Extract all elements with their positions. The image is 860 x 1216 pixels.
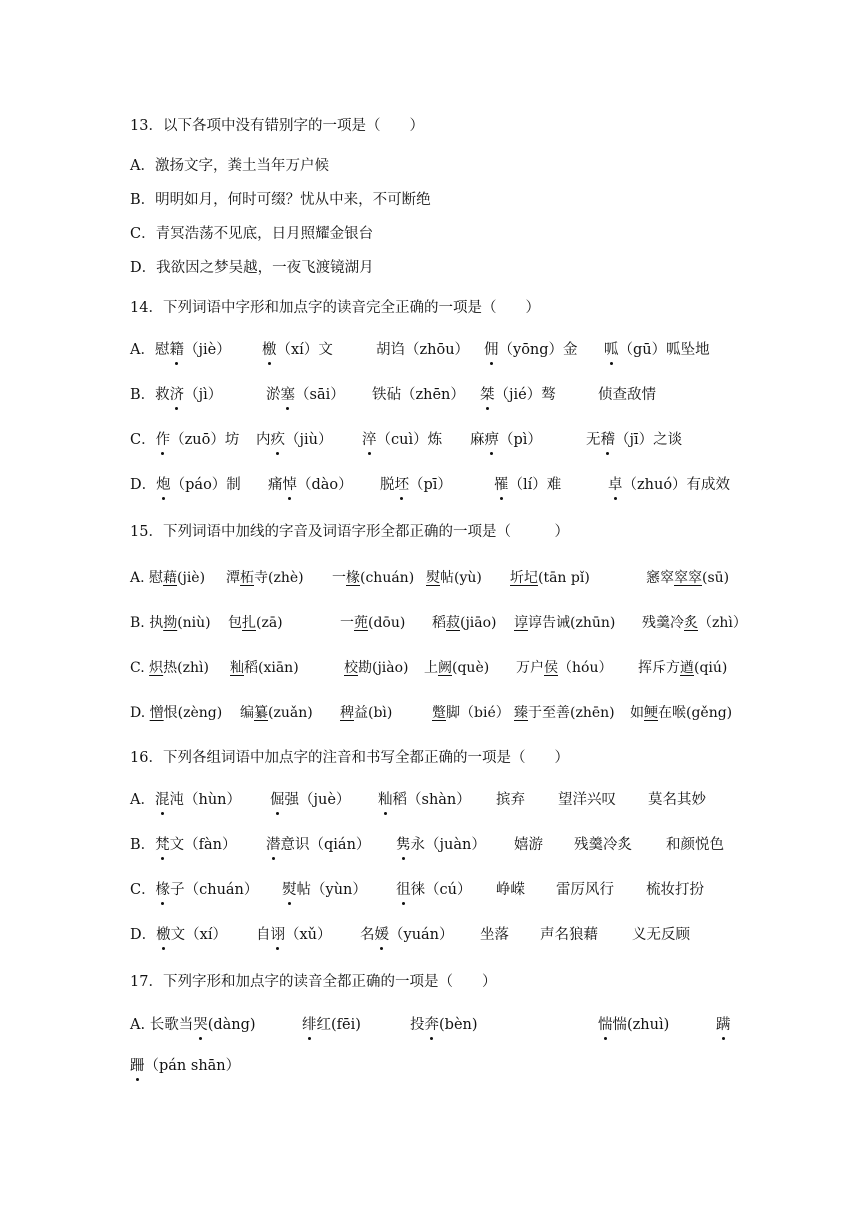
option-text: 挥斥方 bbox=[638, 660, 680, 676]
option-text: (dàng) bbox=[207, 1017, 256, 1033]
option-text: 在喉(gěng) bbox=[658, 705, 733, 721]
dotted-char: 混 bbox=[154, 792, 170, 808]
option-text: 热(zhì) bbox=[163, 660, 209, 676]
option-text: （xí）文 bbox=[276, 342, 333, 358]
dotted-char: 疚 bbox=[270, 432, 285, 448]
dotted-char: 奔 bbox=[424, 1017, 439, 1033]
underlined-char: 憎 bbox=[149, 705, 164, 721]
option-text: （zhēn） bbox=[401, 387, 465, 403]
option-text: （sāi） bbox=[295, 387, 345, 403]
dotted-char: 檄 bbox=[262, 342, 277, 358]
option-text: （yuán） bbox=[389, 927, 454, 943]
option-text: 惴(zhuì) bbox=[612, 1017, 670, 1033]
option-text: 和颜悦色 bbox=[666, 837, 724, 853]
question-16-option-d bbox=[130, 925, 800, 947]
dotted-char: 坯 bbox=[394, 477, 409, 493]
question-14-option-a bbox=[130, 340, 800, 362]
option-text: 万户 bbox=[516, 660, 544, 676]
option-text: A．慰 bbox=[130, 342, 170, 358]
underlined-char: 柘 bbox=[240, 570, 254, 586]
option-text: 义无反顾 bbox=[632, 927, 690, 943]
underlined-char: 阙 bbox=[438, 660, 452, 676]
option-text: 红(fēi) bbox=[316, 1017, 361, 1033]
option-text: （pī） bbox=[409, 477, 452, 493]
option-text: （zuō）坊 bbox=[170, 432, 240, 448]
option-text: 文（xí） bbox=[170, 927, 227, 943]
underlined-char: 侯 bbox=[544, 660, 558, 676]
option-text: (qiú) bbox=[694, 660, 728, 676]
underlined-char: 稗 bbox=[340, 705, 354, 721]
option-text: 永（juàn） bbox=[410, 837, 486, 853]
question-14-option-c bbox=[130, 430, 800, 452]
question-13-option-c: C．青冥浩荡不见底，日月照耀金银台 bbox=[130, 226, 374, 242]
dotted-char: 籼 bbox=[378, 792, 393, 808]
question-16-stem: 16．下列各组词语中加点字的注音和书写全都正确的一项是（ ） bbox=[130, 750, 569, 766]
dotted-char: 熨 bbox=[282, 882, 297, 898]
dotted-char: 塞 bbox=[280, 387, 295, 403]
option-text: （yōng）金 bbox=[498, 342, 578, 358]
option-text: （jiè） bbox=[183, 342, 231, 358]
dotted-char: 徂 bbox=[396, 882, 411, 898]
option-text: （zhuó）有成效 bbox=[622, 477, 731, 493]
option-text: 窸窣 bbox=[646, 570, 674, 586]
option-text: 如 bbox=[630, 705, 644, 721]
option-text: （cuì）炼 bbox=[376, 432, 443, 448]
option-text: 上 bbox=[424, 660, 438, 676]
option-text: D． bbox=[130, 477, 157, 493]
option-text: （gū）呱坠地 bbox=[618, 342, 710, 358]
option-text: (niù) bbox=[177, 615, 211, 631]
underlined-char: 谆 bbox=[514, 615, 528, 631]
question-15-option-c bbox=[130, 658, 800, 680]
option-text: （pán shān） bbox=[144, 1058, 241, 1074]
option-text: C． bbox=[130, 882, 156, 898]
question-15-option-d bbox=[130, 703, 800, 725]
dotted-char: 淬 bbox=[362, 432, 377, 448]
option-text: 谆告诫(zhūn) bbox=[528, 615, 616, 631]
option-text: 潭 bbox=[226, 570, 240, 586]
underlined-char: 纂 bbox=[254, 705, 268, 721]
option-text: A. 慰 bbox=[130, 570, 164, 586]
option-text: （lí）难 bbox=[508, 477, 562, 493]
underlined-char: 熨 bbox=[426, 570, 440, 586]
dotted-char: 悼 bbox=[282, 477, 297, 493]
option-text: 恨(zèng) bbox=[163, 705, 223, 721]
option-text: (jiāo) bbox=[460, 615, 497, 631]
option-text: 淤 bbox=[266, 387, 281, 403]
option-text: 痛 bbox=[268, 477, 283, 493]
underlined-char: 扎 bbox=[242, 615, 256, 631]
option-text: （hóu） bbox=[558, 660, 613, 676]
option-text: (bèn) bbox=[439, 1017, 478, 1033]
underlined-char: 臻 bbox=[514, 705, 528, 721]
question-16-option-c bbox=[130, 880, 800, 902]
option-text: A． bbox=[130, 792, 155, 808]
option-text: 梳妆打扮 bbox=[646, 882, 704, 898]
option-text: （pì） bbox=[499, 432, 542, 448]
dotted-char: 籍 bbox=[169, 342, 184, 358]
option-text: 文（fàn） bbox=[169, 837, 237, 853]
dotted-char: 佣 bbox=[484, 342, 499, 358]
option-text: （páo）制 bbox=[170, 477, 241, 493]
dotted-char: 倔 bbox=[270, 792, 285, 808]
dotted-char: 檄 bbox=[156, 927, 171, 943]
option-text: 残羹冷 bbox=[642, 615, 684, 631]
question-15-option-b bbox=[130, 613, 800, 635]
dotted-char: 作 bbox=[155, 432, 171, 448]
dotted-char: 跚 bbox=[130, 1058, 145, 1074]
option-text: 一 bbox=[332, 570, 346, 586]
option-text: (zuǎn) bbox=[268, 705, 313, 721]
option-text: （jì） bbox=[184, 387, 223, 403]
question-16-option-a bbox=[130, 790, 800, 812]
option-text: 莫名其妙 bbox=[648, 792, 706, 808]
option-text: 帖(yù) bbox=[440, 570, 482, 586]
underlined-char: 炽 bbox=[149, 660, 164, 676]
dotted-char: 桀 bbox=[480, 387, 495, 403]
question-14-stem: 14．下列词语中字形和加点字的读音完全正确的一项是（ ） bbox=[130, 300, 540, 316]
option-text: 意识（qián） bbox=[280, 837, 371, 853]
option-text: （jiù） bbox=[285, 432, 333, 448]
underlined-char: 椽 bbox=[346, 570, 360, 586]
question-15-stem: 15．下列词语中加线的字音及词语字形全都正确的一项是（ ） bbox=[130, 524, 569, 540]
question-13-option-d: D．我欲因之梦吴越，一夜飞渡镜湖月 bbox=[130, 260, 374, 276]
option-text: (dōu) bbox=[368, 615, 406, 631]
option-text: 投 bbox=[410, 1017, 425, 1033]
option-text: 侦查敌情 bbox=[598, 387, 656, 403]
option-text: 编 bbox=[240, 705, 254, 721]
option-text: (sū) bbox=[702, 570, 730, 586]
option-text: 胡诌 bbox=[376, 342, 405, 358]
option-text: C． bbox=[130, 432, 156, 448]
underlined-char: 藉 bbox=[163, 570, 178, 586]
option-text: 强（juè） bbox=[284, 792, 351, 808]
option-text: （zhì） bbox=[698, 615, 747, 631]
option-text: 沌（hùn） bbox=[169, 792, 241, 808]
dotted-char: 济 bbox=[169, 387, 185, 403]
option-text: 无 bbox=[586, 432, 601, 448]
option-text: (què) bbox=[452, 660, 490, 676]
option-text: 残羹冷炙 bbox=[574, 837, 632, 853]
option-text: 脚（bié） bbox=[446, 705, 510, 721]
dotted-char: 哭 bbox=[193, 1017, 208, 1033]
underlined-char: 校 bbox=[344, 660, 358, 676]
option-text: 铁砧 bbox=[372, 387, 401, 403]
dotted-char: 痹 bbox=[484, 432, 499, 448]
option-text: (zā) bbox=[256, 615, 283, 631]
option-text: B． bbox=[130, 837, 156, 853]
underlined-char: 圻 bbox=[510, 570, 524, 586]
option-text: 坐落 bbox=[480, 927, 509, 943]
question-13-option-b: B．明明如月，何时可缀？忧从中来，不可断绝 bbox=[130, 192, 431, 208]
underlined-char: 蹩 bbox=[432, 705, 446, 721]
dotted-char: 卓 bbox=[608, 477, 623, 493]
option-text: 寺(zhè) bbox=[254, 570, 304, 586]
option-text: 稻 bbox=[432, 615, 446, 631]
option-text: （xǔ） bbox=[285, 927, 332, 943]
question-16-option-b bbox=[130, 835, 800, 857]
question-14-option-b bbox=[130, 385, 800, 407]
option-text: 一 bbox=[340, 615, 354, 631]
dotted-char: 呱 bbox=[604, 342, 619, 358]
underlined-char: 拗 bbox=[163, 615, 178, 631]
question-13-stem: 13．以下各项中没有错别字的一项是（ ） bbox=[130, 118, 424, 134]
question-17-stem: 17．下列字形和加点字的读音全都正确的一项是（ ） bbox=[130, 974, 497, 990]
option-text: 稻（shàn） bbox=[392, 792, 471, 808]
option-text: 包 bbox=[228, 615, 242, 631]
question-14-option-d bbox=[130, 475, 800, 497]
option-text: A. 长歌当 bbox=[130, 1017, 194, 1033]
option-text: D. bbox=[130, 705, 150, 721]
option-text: 摈弃 bbox=[496, 792, 525, 808]
option-text: 益(bì) bbox=[354, 705, 393, 721]
underlined-char: 圮 bbox=[524, 570, 538, 586]
option-text: （dào） bbox=[297, 477, 353, 493]
dotted-char: 隽 bbox=[396, 837, 411, 853]
dotted-char: 惴 bbox=[598, 1017, 613, 1033]
option-text: (tān pǐ) bbox=[538, 570, 590, 586]
option-text: （zhōu） bbox=[405, 342, 470, 358]
dotted-char: 绯 bbox=[302, 1017, 317, 1033]
option-text: 名 bbox=[360, 927, 375, 943]
underlined-char: 窣窣 bbox=[674, 570, 702, 586]
option-text: B. 执 bbox=[130, 615, 164, 631]
option-text: 嬉游 bbox=[514, 837, 543, 853]
option-text: 帖（yùn） bbox=[296, 882, 367, 898]
underlined-char: 鲠 bbox=[644, 705, 658, 721]
question-17-option-a bbox=[130, 1015, 800, 1037]
dotted-char: 炮 bbox=[156, 477, 171, 493]
option-text: 声名狼藉 bbox=[540, 927, 598, 943]
question-15-option-a bbox=[130, 568, 800, 590]
option-text: D． bbox=[130, 927, 157, 943]
dotted-char: 诩 bbox=[270, 927, 285, 943]
dotted-char: 蹒 bbox=[716, 1017, 731, 1033]
dotted-char: 稽 bbox=[600, 432, 615, 448]
option-text: 内 bbox=[256, 432, 271, 448]
option-text: 麻 bbox=[470, 432, 485, 448]
underlined-char: 炙 bbox=[684, 615, 698, 631]
option-text: 脱 bbox=[380, 477, 395, 493]
option-text: 子（chuán） bbox=[170, 882, 259, 898]
option-text: 望洋兴叹 bbox=[558, 792, 616, 808]
underlined-char: 蔸 bbox=[354, 615, 368, 631]
option-text: 雷厉风行 bbox=[556, 882, 614, 898]
dotted-char: 潜 bbox=[266, 837, 281, 853]
option-text: 峥嵘 bbox=[496, 882, 525, 898]
underlined-char: 菽 bbox=[446, 615, 460, 631]
dotted-char: 媛 bbox=[374, 927, 389, 943]
option-text: (jiè) bbox=[177, 570, 206, 586]
option-text: 徕（cú） bbox=[410, 882, 472, 898]
dotted-char: 罹 bbox=[494, 477, 509, 493]
option-text: B．救 bbox=[130, 387, 170, 403]
option-text: (chuán) bbox=[360, 570, 415, 586]
question-13-option-a: A．激扬文字，粪土当年万户候 bbox=[130, 158, 329, 174]
option-text: 勘(jiào) bbox=[358, 660, 409, 676]
option-text: （jié）骜 bbox=[494, 387, 556, 403]
option-text: C. bbox=[130, 660, 150, 676]
dotted-char: 梵 bbox=[155, 837, 170, 853]
option-text: 于至善(zhēn) bbox=[528, 705, 615, 721]
underlined-char: 籼 bbox=[230, 660, 244, 676]
dotted-char: 椽 bbox=[155, 882, 171, 898]
option-text: （jī）之谈 bbox=[615, 432, 683, 448]
option-text: 稻(xiān) bbox=[244, 660, 299, 676]
question-17-option-a-continued bbox=[130, 1056, 800, 1078]
underlined-char: 遒 bbox=[680, 660, 694, 676]
option-text: 自 bbox=[256, 927, 271, 943]
